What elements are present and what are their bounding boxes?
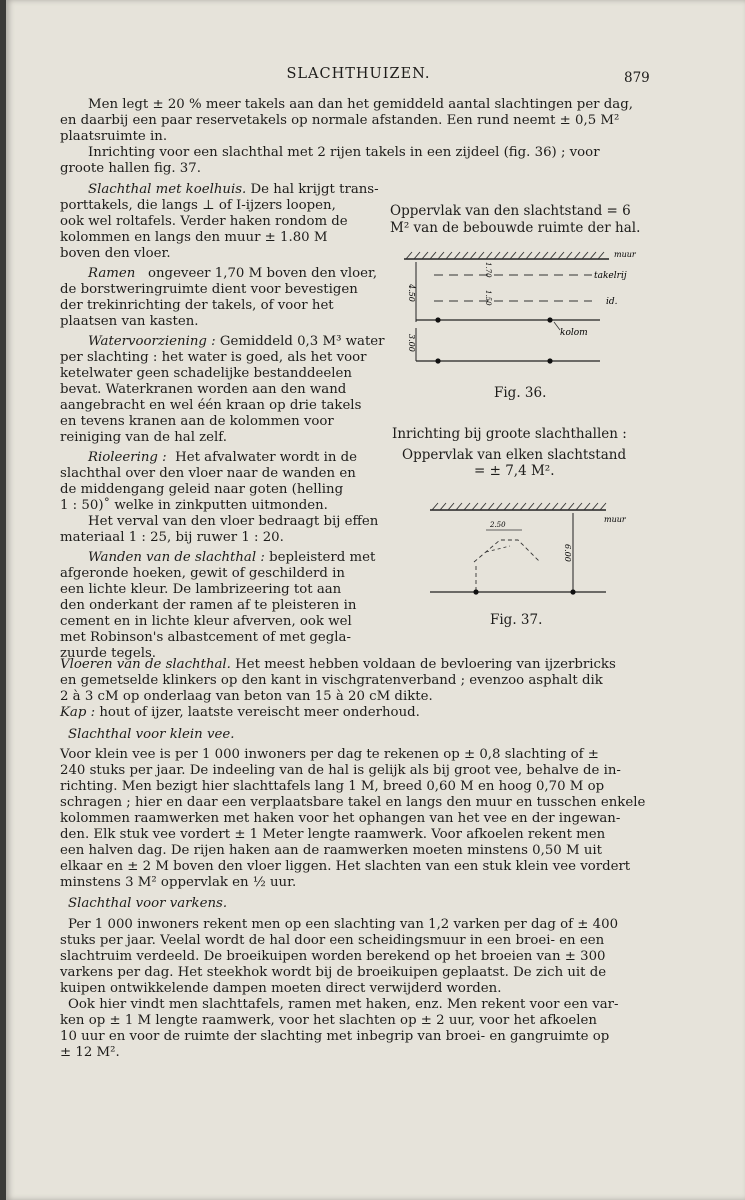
fig37-caption: Fig. 37. — [490, 612, 543, 628]
fig36-label-kolom: kolom — [560, 328, 588, 338]
figure-37-diagram — [426, 500, 646, 604]
ramen-line: plaatsen van kasten. — [60, 314, 199, 329]
vloeren-line: 2 à 3 cM op onderlaag van beton van 15 à 20 cM dikte. — [60, 689, 433, 704]
varkens-line: ± 12 M². — [60, 1045, 120, 1060]
ramen-line: de borstweringruimte dient voor bevestigen — [60, 282, 358, 297]
water-line: Watervoorziening : Gemiddeld 0,3 M³ water — [88, 334, 385, 349]
oppervlak-a-line: Oppervlak van den slachtstand = 6 — [390, 203, 631, 219]
water-line: per slachting : het water is goed, als het voor — [60, 350, 367, 365]
riolering-line: de middengang geleid naar goten (helling — [60, 482, 344, 497]
running-header: SLACHTHUIZEN. — [286, 66, 431, 82]
varkens-line: stuks per jaar. Veelal wordt de hal door een scheidingsmuur in een broei- en een — [60, 933, 605, 948]
water-line: ketelwater geen schadelijke bestanddeelen — [60, 366, 352, 381]
oppervlak-b-line: Oppervlak van elken slachtstand — [402, 447, 627, 463]
varkens-line: Ook hier vindt men slachttafels, ramen met haken, enz. Men rekent voor een var- — [68, 997, 619, 1012]
intro-line: plaatsruimte in. — [60, 129, 168, 144]
klein-vee-line: richting. Men bezigt hier slachttafels lang 1 M, breed 0,60 M en hoog 0,70 M op — [60, 779, 605, 794]
slachthal-koelhuis-line: Slachthal met koelhuis. De hal krijgt trans- — [88, 182, 379, 197]
klein-vee-line: 240 stuks per jaar. De indeeling van de hal is gelijk als bij groot vee, behalve de in- — [60, 763, 621, 778]
figure-36-diagram — [394, 248, 644, 378]
page-number: 879 — [624, 70, 650, 86]
oppervlak-a-line: M² van de bebouwde ruimte der hal. — [390, 220, 641, 236]
ramen-line: der trekinrichting der takels, of voor het — [60, 298, 334, 313]
kap-line: Kap : hout of ijzer, laatste vereischt meer onderhoud. — [60, 705, 420, 720]
fig36-label-muur: muur — [614, 250, 636, 259]
fig36-dim-150: 1.50 — [484, 290, 492, 306]
water-line: bevat. Waterkranen worden aan den wand — [60, 382, 347, 397]
wanden-line: zuurde tegels. — [60, 646, 156, 661]
varkens-line: Per 1 000 inwoners rekent men op een slachting van 1,2 varken per dag of ± 400 — [68, 917, 619, 932]
wanden-line: afgeronde hoeken, gewit of geschilderd in — [60, 566, 345, 581]
slachthal-koelhuis-line: ook wel roltafels. Verder haken rondom de — [60, 214, 348, 229]
intro-line: en daarbij een paar reservetakels op normale afstanden. Een rund neemt ± 0,5 M² — [60, 113, 620, 128]
fig37-dim-600: 6.00 — [563, 544, 572, 562]
klein-vee-line: schragen ; hier en daar een verplaatsbare takel en langs den muur en tusschen enkele — [60, 795, 646, 810]
intro-line: Men legt ± 20 % meer takels aan dan het gemiddeld aantal slachtingen per dag, — [88, 97, 633, 112]
klein-vee-line: elkaar en ± 2 M boven den vloer liggen. Het slachten van een stuk klein vee vordert — [60, 859, 631, 874]
varkens-line: varkens per dag. Het steekhok wordt bij de broeikuipen geplaatst. De zich uit de — [60, 965, 607, 980]
oppervlak-b-line: = ± 7,4 M². — [474, 463, 555, 479]
kolom-dot — [435, 317, 440, 322]
riolering-line: 1 : 50)˚ welke in zinkputten uitmonden. — [60, 498, 328, 513]
riolering-heading: Rioleering : — [88, 450, 167, 465]
varkens-line: ken op ± 1 M lengte raamwerk, voor het slachten op ± 2 uur, voor het afkoelen — [60, 1013, 597, 1028]
water-line: aangebracht en wel één kraan op drie takels — [60, 398, 362, 413]
inrichting-heading: Inrichting bij groote slachthallen : — [392, 426, 627, 442]
varkens-heading: Slachthal voor varkens. — [68, 896, 228, 911]
wanden-heading: Wanden van de slachthal : — [88, 550, 265, 565]
kolom-dot — [570, 589, 575, 594]
klein-vee-line: minstens 3 M² oppervlak en ½ uur. — [60, 875, 297, 890]
klein-vee-line: kolommen raamwerken met haken voor het ophangen van het vee en der ingewan- — [60, 811, 621, 826]
riolering-line: Rioleering : Het afvalwater wordt in de — [88, 450, 358, 465]
kolom-dot — [547, 317, 552, 322]
vloeren-heading: Vloeren van de slachthal. — [60, 657, 231, 672]
fig36-dim-450: 4.50 — [407, 284, 416, 302]
fig36-label-takelrij: takelrij — [594, 271, 627, 281]
fig36-dim-170: 1.70 — [484, 262, 492, 278]
intro-line: groote hallen fig. 37. — [60, 161, 201, 176]
slachthal-koelhuis-heading: Slachthal met koelhuis. — [88, 182, 247, 197]
klein-vee-line: een halven dag. De rijen haken aan de raamwerken moeten minstens 0,50 M uit — [60, 843, 602, 858]
wanden-line: een lichte kleur. De lambrizeering tot aan — [60, 582, 342, 597]
fig36-caption: Fig. 36. — [494, 385, 547, 401]
takel-outline — [486, 546, 510, 552]
kolom-dot — [547, 358, 552, 363]
vloeren-line: en gemetselde klinkers op den kant in vischgratenverband ; evenzoo asphalt dik — [60, 673, 603, 688]
varkens-line: slachtruim verdeeld. De broeikuipen worden berekend op het broeien van ± 300 — [60, 949, 606, 964]
klein-vee-line: den. Elk stuk vee vordert ± 1 Meter lengte raamwerk. Voor afkoelen rekent men — [60, 827, 606, 842]
fig37-dim-250: 2.50 — [490, 521, 506, 529]
klein-vee-line: Voor klein vee is per 1 000 inwoners per dag te rekenen op ± 0,8 slachting of ± — [60, 747, 599, 762]
kap-heading: Kap : — [60, 705, 96, 720]
slachthal-koelhuis-line: porttakels, die langs ⊥ of I-ijzers loopen, — [60, 198, 336, 213]
wall-hatching — [432, 503, 606, 510]
book-page — [6, 0, 745, 1200]
riolering-line: slachthal over den vloer naar de wanden en — [60, 466, 356, 481]
slachthal-koelhuis-line: kolommen en langs den muur ± 1.80 M — [60, 230, 328, 245]
wanden-line: Wanden van de slachthal : bepleisterd met — [88, 550, 376, 565]
kolom-dot — [473, 589, 478, 594]
fig36-dim-300: 3.00 — [407, 334, 416, 352]
water-line: en tevens kranen aan de kolommen voor — [60, 414, 334, 429]
vloeren-line: Vloeren van de slachthal. Het meest hebben voldaan de bevloering van ijzerbricks — [60, 657, 616, 672]
wanden-line: den onderkant der ramen af te pleisteren in — [60, 598, 357, 613]
wall-hatching — [406, 252, 604, 259]
klein-vee-heading: Slachthal voor klein vee. — [68, 727, 235, 742]
kolom-dot — [435, 358, 440, 363]
intro-line: Inrichting voor een slachthal met 2 rijen takels in een zijdeel (fig. 36) ; voor — [88, 145, 600, 160]
riolering-line: Het verval van den vloer bedraagt bij effen — [88, 514, 379, 529]
ramen-heading: Ramen — [88, 266, 136, 281]
fig36-label-id: id. — [606, 297, 618, 307]
wanden-line: cement en in lichte kleur afverven, ook wel — [60, 614, 352, 629]
fig37-label-muur: muur — [604, 515, 626, 524]
slachthal-koelhuis-line: boven den vloer. — [60, 246, 171, 261]
water-heading: Watervoorziening : — [88, 334, 216, 349]
water-line: reiniging van de hal zelf. — [60, 430, 227, 445]
varkens-line: kuipen ontwikkelende dampen moeten direct verwijderd worden. — [60, 981, 502, 996]
wanden-line: met Robinson's albastcement of met gegla- — [60, 630, 351, 645]
takel-outline — [474, 540, 540, 562]
ramen-line: Ramen ongeveer 1,70 M boven den vloer, — [88, 266, 378, 281]
riolering-line: materiaal 1 : 25, bij ruwer 1 : 20. — [60, 530, 284, 545]
varkens-line: 10 uur en voor de ruimte der slachting met inbegrip van broei- en gangruimte op — [60, 1029, 610, 1044]
